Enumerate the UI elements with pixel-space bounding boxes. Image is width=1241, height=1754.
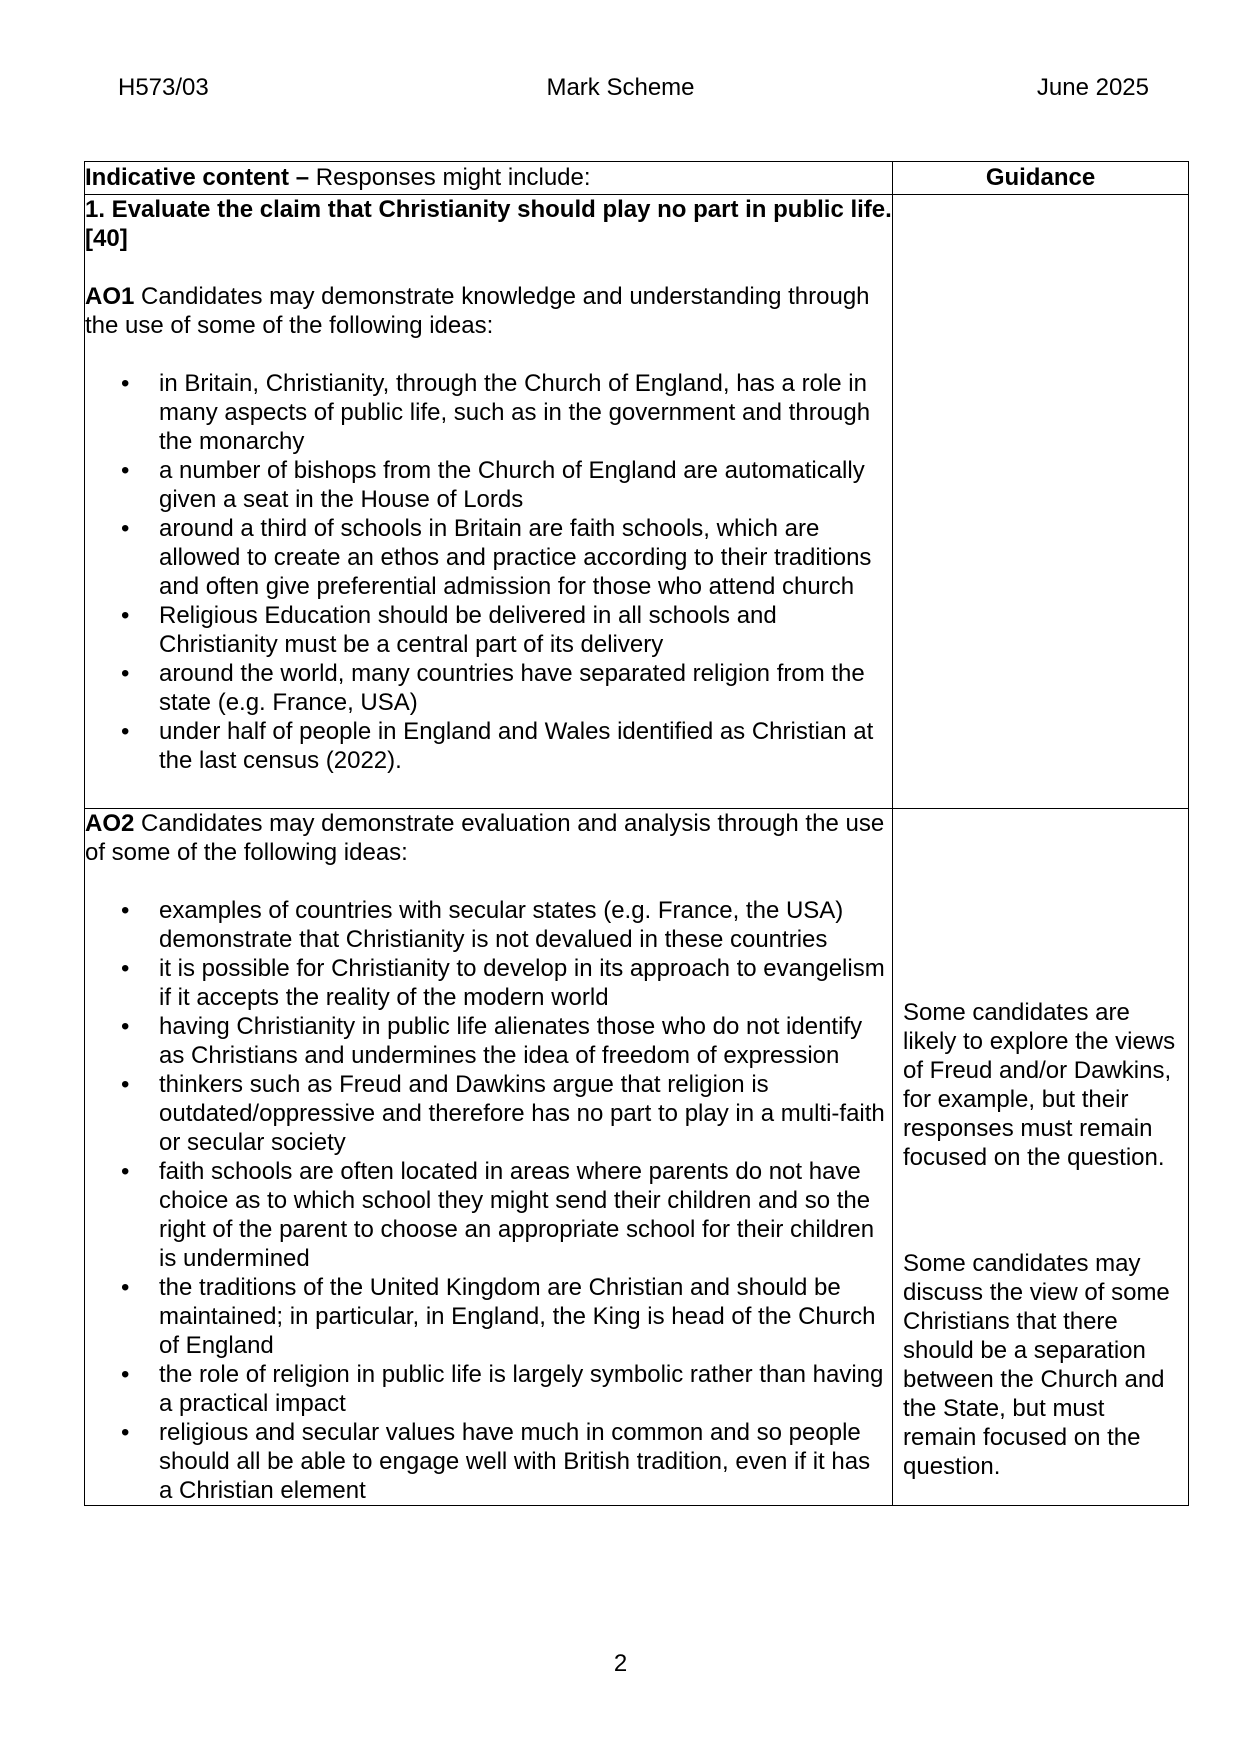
ao2-bullet: • faith schools are often located in areas where parents do not have choice as to which school they might send their children and so the right of the parent to choose an appropriate school for their children is undermined bbox=[85, 1157, 892, 1273]
guidance-notes bbox=[903, 974, 1178, 1505]
indicative-content-subtitle: Responses might include: bbox=[309, 164, 591, 191]
ao2-bullet: • examples of countries with secular states (e.g. France, the USA) demonstrate that Christianity is not devalued in these countries bbox=[85, 896, 892, 954]
ao1-intro bbox=[85, 282, 892, 340]
page-number: 2 bbox=[613, 1650, 628, 1677]
indicative-content-header bbox=[85, 162, 893, 195]
header-date: June 2025 bbox=[1036, 74, 1149, 101]
ao1-label: AO1 bbox=[85, 283, 135, 310]
ao2-intro-text: Candidates may demonstrate evaluation and analysis through the use of some of the following ideas: bbox=[85, 810, 885, 866]
ao1-cell bbox=[85, 195, 893, 809]
ao1-bullet: • a number of bishops from the Church of England are automatically given a seat in the House of Lords bbox=[85, 456, 892, 514]
ao2-bullet: • the traditions of the United Kingdom are Christian and should be maintained; in particular, in England, the King is head of the Church of England bbox=[85, 1273, 892, 1360]
mark-scheme-table bbox=[84, 161, 1189, 1506]
ao2-intro bbox=[85, 809, 892, 867]
ao2-row bbox=[85, 809, 1189, 1506]
table-header-row bbox=[85, 162, 1189, 195]
guidance-header: Guidance bbox=[893, 162, 1189, 195]
ao1-intro-text: Candidates may demonstrate knowledge and understanding through the use of some of the following ideas: bbox=[85, 283, 870, 339]
ao2-bullet: • religious and secular values have much in common and so people should all be able to engage well with British tradition, even if it has a Christian element bbox=[85, 1418, 892, 1505]
ao2-bullet: • it is possible for Christianity to develop in its approach to evangelism if it accepts the reality of the modern world bbox=[85, 954, 892, 1012]
ao2-bullet: • the role of religion in public life is largely symbolic rather than having a practical impact bbox=[85, 1360, 892, 1418]
header-code: H573/03 bbox=[118, 74, 209, 101]
ao1-bullet: • around the world, many countries have separated religion from the state (e.g. France, USA) bbox=[85, 659, 892, 717]
ao1-row bbox=[85, 195, 1189, 809]
ao1-bullet: • around a third of schools in Britain are faith schools, which are allowed to create an ethos and practice according to their traditions and often give preferential admission for those who attend church bbox=[85, 514, 892, 601]
question-text: 1. Evaluate the claim that Christianity should play no part in public life. [40] bbox=[85, 196, 892, 252]
guidance-note-church-state: Some candidates may discuss the view of some Christians that there should be a separation between the Church and the State, but must remain focused on the question. bbox=[903, 1250, 1170, 1480]
indicative-content-label: Indicative content – bbox=[85, 164, 310, 191]
ao2-label: AO2 bbox=[85, 810, 135, 837]
ao2-bullet: • thinkers such as Freud and Dawkins argue that religion is outdated/oppressive and therefore has no part to play in a multi-faith or secular society bbox=[85, 1070, 892, 1157]
ao1-bullet: • under half of people in England and Wales identified as Christian at the last census (2022). bbox=[85, 717, 892, 775]
ao2-bullet-list bbox=[85, 896, 892, 1505]
ao2-cell bbox=[85, 809, 893, 1506]
ao1-guidance-cell bbox=[893, 195, 1189, 809]
ao2-guidance-cell bbox=[893, 809, 1189, 1506]
ao1-bullet: • in Britain, Christianity, through the Church of England, has a role in many aspects of public life, such as in the government and through the monarchy bbox=[85, 369, 892, 456]
ao1-bullet-list bbox=[85, 369, 892, 775]
guidance-note-freud-dawkins: Some candidates are likely to explore the views of Freud and/or Dawkins, for example, but their responses must remain focused on the question. bbox=[903, 999, 1176, 1171]
ao1-bullet: • Religious Education should be delivered in all schools and Christianity must be a central part of its delivery bbox=[85, 601, 892, 659]
ao2-bullet: • having Christianity in public life alienates those who do not identify as Christians and undermines the idea of freedom of expression bbox=[85, 1012, 892, 1070]
header-title: Mark Scheme bbox=[546, 74, 695, 101]
